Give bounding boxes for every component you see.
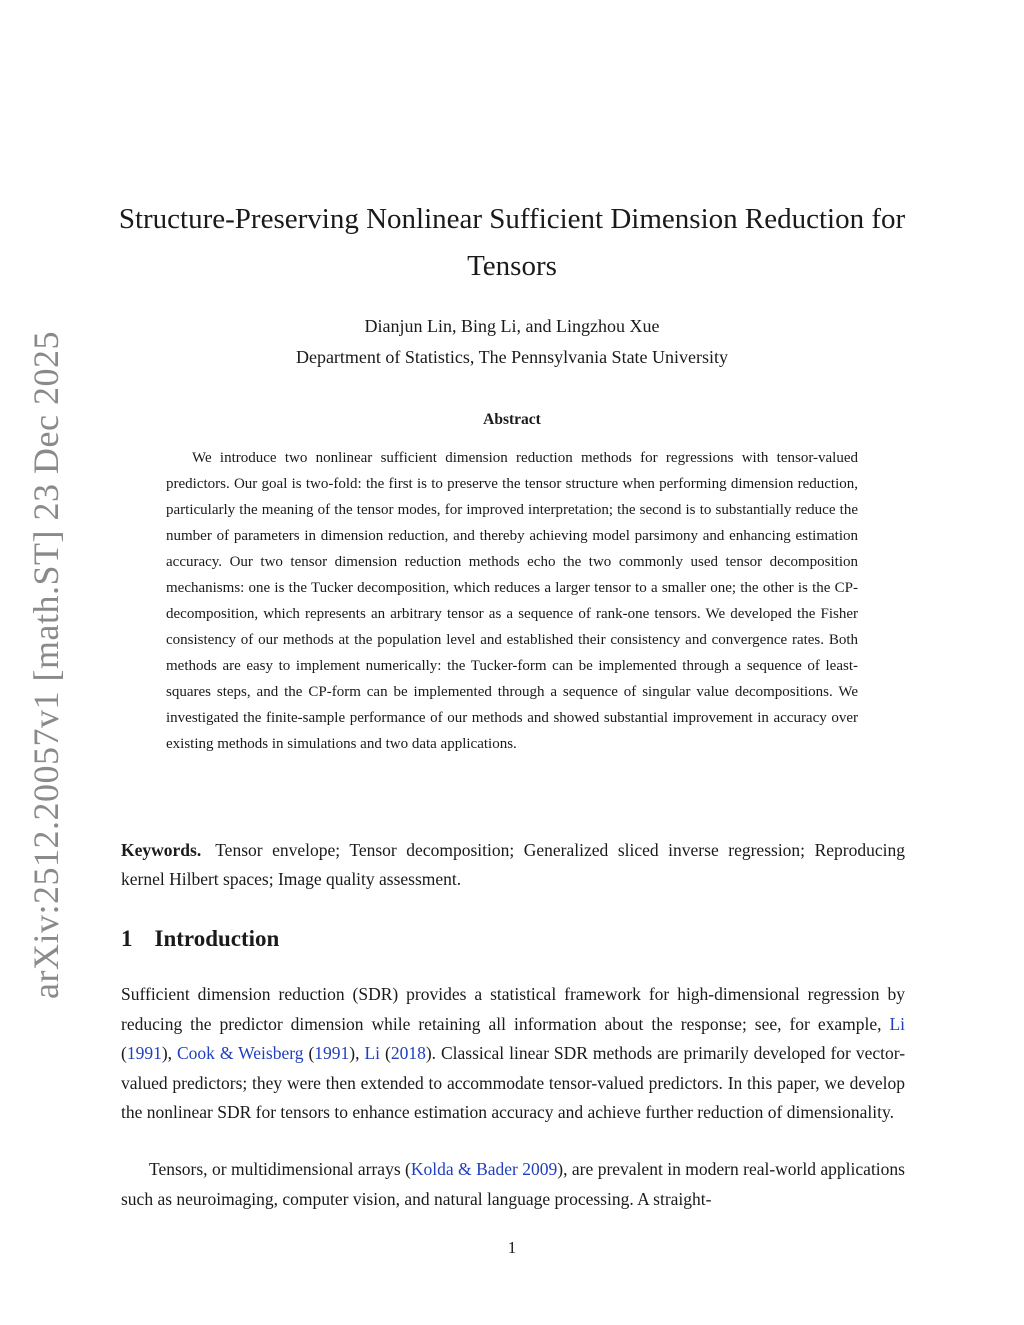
citation-link-cook-weisberg-year[interactable]: 1991	[314, 1043, 350, 1063]
citation-link-li-year[interactable]: 1991	[126, 1043, 162, 1063]
citation-link-cook-weisberg[interactable]: Cook & Weisberg	[177, 1043, 304, 1063]
paragraph-text: (	[121, 1043, 127, 1063]
author-block	[110, 311, 914, 373]
keywords-text: Tensor envelope; Tensor decomposition; Generalized sliced inverse regression; Reproducing kernel Hilbert spaces; Image quality assessment.	[121, 840, 905, 889]
keywords-label: Keywords.	[121, 840, 202, 860]
intro-paragraph-2	[121, 1155, 905, 1214]
section-title: Introduction	[154, 926, 280, 951]
paragraph-text: Tensors, or multidimensional arrays (	[149, 1159, 411, 1179]
section-heading-introduction	[121, 926, 279, 952]
abstract-heading: Abstract	[483, 411, 541, 428]
paper-title: Structure-Preserving Nonlinear Sufficient Dimension Reduction for Tensors	[118, 203, 906, 282]
paragraph-text: Sufficient dimension reduction (SDR) provides a statistical framework for high-dimensional regression by reducing the predictor dimension while retaining all information about the response; see, for example,	[121, 984, 905, 1034]
abstract-text: We introduce two nonlinear sufficient dimension reduction methods for regressions with tensor-valued predictors. Our goal is two-fold: the first is to preserve the tensor structure when performing dimension reduction, particularly the meaning of the tensor modes, for improved interpretation; the second is to substantially reduce the number of parameters in dimension reduction, and thereby achieving model parsimony and enhancing estimation accuracy. Our two tensor dimension reduction methods echo the two commonly used tensor decomposition mechanisms: one is the Tucker decomposition, which reduces a larger tensor to a smaller one; the other is the CP-decomposition, which represents an arbitrary tensor as a sequence of rank-one tensors. We developed the Fisher consistency of our methods at the population level and established their consistency and convergence rates. Both methods are easy to implement numerically: the Tucker-form can be implemented through a sequence of least-squares steps, and the CP-form can be implemented through a sequence of singular value decompositions. We investigated the finite-sample performance of our methods and showed substantial improvement in accuracy over existing methods in simulations and two data applications.	[166, 450, 858, 752]
keywords-block	[121, 836, 905, 894]
arxiv-identifier-stamp	[10, 331, 82, 999]
citation-link-li-2018-year[interactable]: 2018	[390, 1043, 426, 1063]
arxiv-identifier-text: arXiv:2512.20057v1 [math.ST] 23 Dec 2025	[26, 331, 66, 999]
citation-link-li[interactable]: Li	[889, 1013, 905, 1034]
paragraph-text: (	[380, 1043, 391, 1063]
author-names: Dianjun Lin, Bing Li, and Lingzhou Xue	[364, 316, 660, 336]
paragraph-text: (	[303, 1043, 315, 1063]
paragraph-text: ),	[161, 1043, 177, 1063]
paragraph-text: ),	[349, 1043, 365, 1063]
citation-link-kolda-bader[interactable]: Kolda & Bader 2009	[410, 1159, 558, 1179]
intro-paragraph-1	[121, 980, 905, 1128]
page-number: 1	[507, 1238, 517, 1257]
section-number: 1	[121, 926, 133, 951]
author-affiliation: Department of Statistics, The Pennsylvania State University	[295, 347, 729, 367]
citation-link-li-2018[interactable]: Li	[364, 1043, 381, 1063]
paragraph-text: ). Classical linear SDR methods are primarily developed for vector-valued predictors; they were then extended to accommodate tensor-valued predictors. In this paper, we develop the nonlinear SDR for tensors to enhance estimation accuracy and achieve further reduction of dimensionality.	[121, 1043, 906, 1122]
paragraph-text: ), are prevalent in modern real-world applications such as neuroimaging, computer vision, and natural language processing. A straight-	[121, 1159, 905, 1209]
